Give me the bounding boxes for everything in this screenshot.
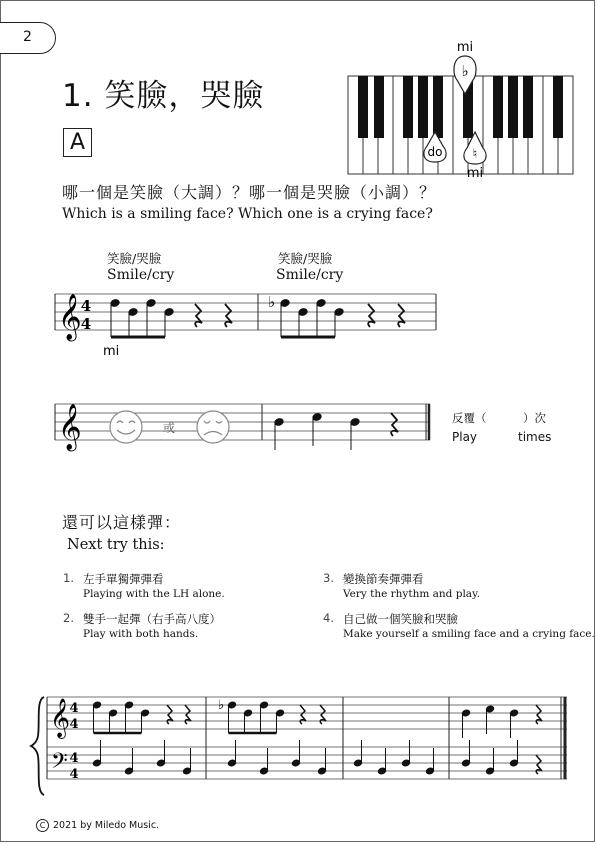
flat-sign-icon: ♭ [268,293,276,311]
treble-clef-icon: 𝄞 [50,698,71,738]
instruction-3-en: Very the rhythm and play. [343,588,480,600]
keyboard-do-label: do [427,145,443,159]
time-signature-top: 4 [80,297,92,315]
brace-icon [31,697,44,795]
bar1-label-en: Smile/cry [107,267,175,283]
repeat-zh-start: 反覆（ [452,411,487,425]
instruction-4-zh: 自己做一個笑臉和哭臉 [343,612,458,626]
copyright-icon: C [36,819,49,832]
instruction-1-en: Playing with the LH alone. [83,588,225,600]
page-number: 2 [23,29,32,45]
question-chinese: 哪一個是笑臉（大調）？哪一個是哭臉（小調）？ [62,183,437,202]
instruction-1-number: 1. [63,571,74,585]
treble-clef-icon: 𝄞 [58,404,82,450]
or-text: 或 [163,421,176,435]
copyright-text: 2021 by Miledo Music. [53,820,160,831]
instruction-4-number: 4. [323,611,334,625]
keyboard-mi-top-label: mi [456,40,474,55]
instruction-1-zh: 左手單獨彈彈看 [83,572,164,586]
natural-sign-icon: ♮ [472,147,478,162]
instruction-2-number: 2. [63,611,74,625]
instruction-3-zh: 變換節奏彈彈看 [343,572,424,586]
flat-sign-icon: ♭ [218,698,225,713]
treble-time-bottom: 4 [69,717,79,732]
repeat-en-end: times [518,430,552,444]
flat-sign-icon: ♭ [461,62,469,80]
copyright-notice [36,819,159,832]
instruction-2-zh: 雙手一起彈（右手高八度） [83,612,221,626]
bar2-label-en: Smile/cry [276,267,344,283]
bar2-label-zh: 笑臉/哭臉 [278,251,333,266]
start-note-mi-label: mi [103,344,120,359]
next-try-chinese: 還可以這樣彈： [62,513,182,532]
keyboard-mi-bottom-label: mi [466,166,484,181]
bass-time-top: 4 [69,751,79,766]
lesson-title: 1. 笑臉，哭臉 [62,78,265,114]
repeat-en-start: Play [452,430,478,444]
question-english: Which is a smiling face? Which one is a crying face? [62,206,433,222]
bar1-label-zh: 笑臉/哭臉 [107,251,162,266]
instruction-4-en: Make yourself a smiling face and a crying face. [343,628,595,640]
treble-time-top: 4 [69,701,79,716]
instruction-2-en: Play with both hands. [83,628,199,640]
treble-clef-icon: 𝄞 [58,294,82,340]
time-signature-bottom: 4 [80,315,92,333]
next-try-english: Next try this: [67,537,165,553]
bass-clef-icon: 𝄢 [51,749,68,779]
bass-time-bottom: 4 [69,767,79,782]
section-letter-box: A [63,128,92,157]
repeat-zh-end: ）次 [523,411,546,425]
instruction-3-number: 3. [323,571,334,585]
